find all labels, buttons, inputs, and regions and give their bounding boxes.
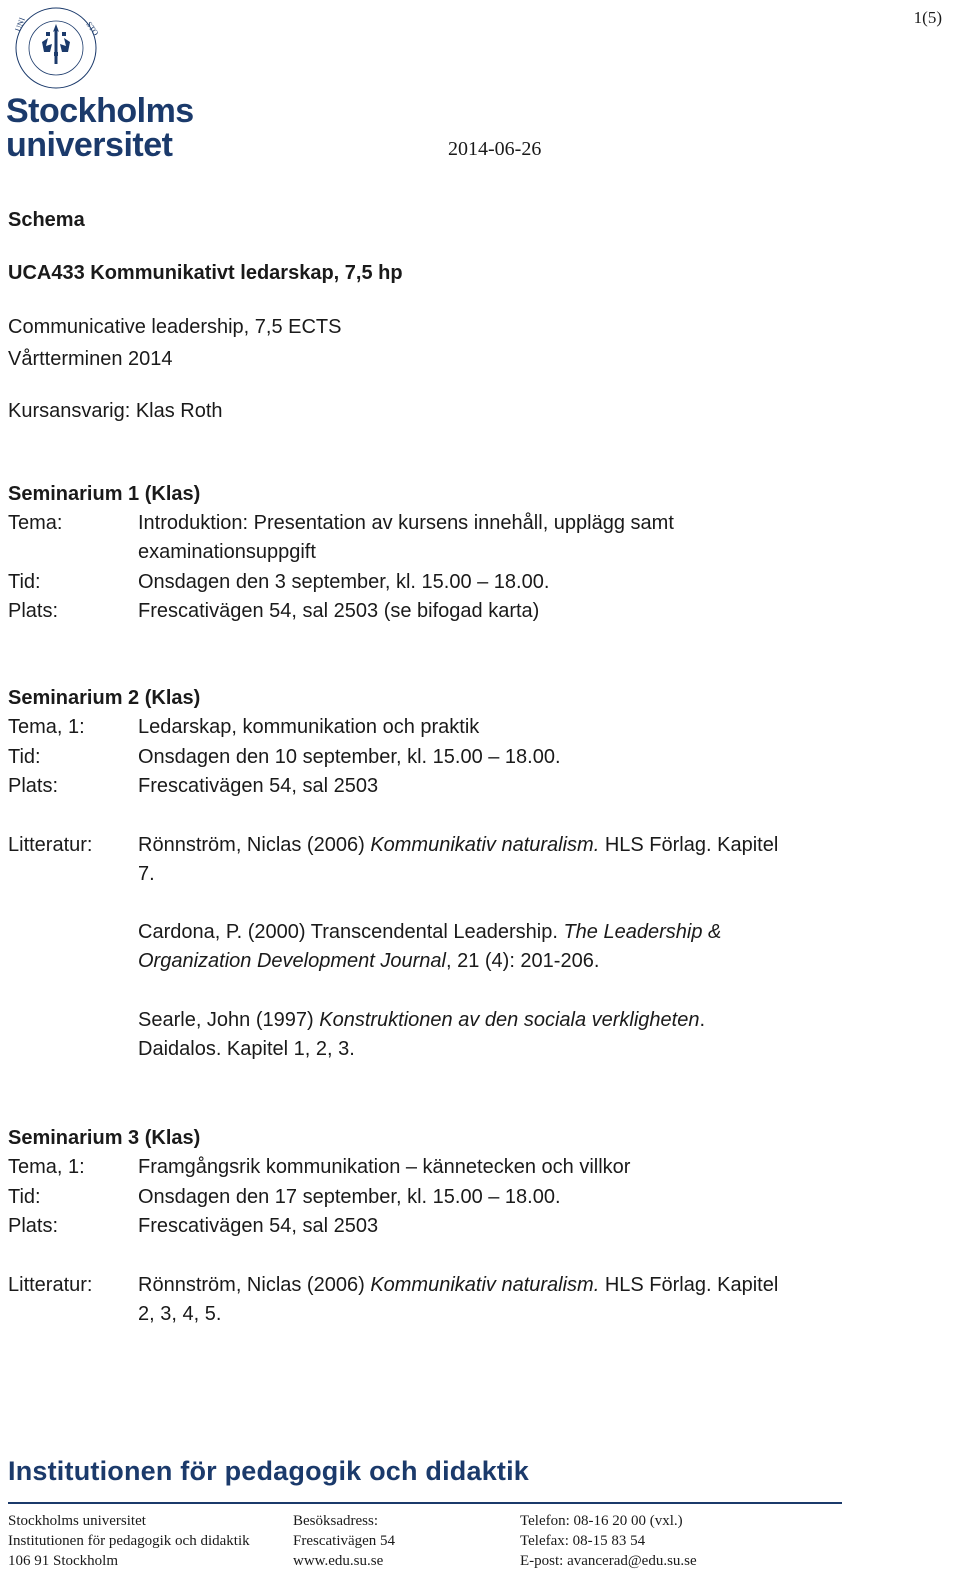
row-label-plats: Plats: (8, 775, 59, 797)
footer-line: Institutionen för pedagogik och didaktik (8, 1533, 250, 1549)
footer-line: 106 91 Stockholm (8, 1553, 119, 1569)
logo-text-line1: Stockholms (6, 92, 194, 130)
university-seal-icon (6, 2, 106, 96)
footer-line: Besöksadress: (293, 1513, 378, 1529)
footer-line: Frescativägen 54 (293, 1533, 396, 1549)
footer-line: Telefon: 08-16 20 00 (vxl.) (520, 1513, 683, 1529)
course-responsible: Kursansvarig: Klas Roth (8, 400, 223, 422)
seminar-heading: Seminarium 2 (Klas) (8, 687, 201, 709)
course-english-title: Communicative leadership, 7,5 ECTS (8, 316, 342, 338)
seminar-3 (0, 1124, 960, 1334)
seminar-2 (0, 684, 960, 1064)
course-code-title: UCA433 Kommunikativt ledarskap, 7,5 hp (8, 262, 403, 284)
footer-col-contact (520, 1511, 697, 1571)
row-label-tema: Tema: (8, 512, 63, 534)
document-title: Schema (8, 209, 85, 231)
footer-link-email[interactable]: E-post: avancerad@edu.su.se (520, 1553, 697, 1569)
page-number: 1(5) (913, 8, 942, 27)
row-value-plats: Frescativägen 54, sal 2503 (138, 775, 379, 797)
footer-link-website[interactable]: www.edu.su.se (293, 1553, 384, 1569)
literature-item-cont: Organization Development Journal, 21 (4): 201-206. (138, 950, 600, 972)
row-value-tid: Onsdagen den 17 september, kl. 15.00 – 18.00. (138, 1186, 561, 1208)
row-value-tema: Framgångsrik kommunikation – kännetecken och villkor (138, 1156, 631, 1178)
row-value-plats: Frescativägen 54, sal 2503 (138, 1215, 379, 1237)
literature-item: Searle, John (1997) Konstruktionen av den sociala verkligheten. (138, 1009, 706, 1031)
footer-line: Telefax: 08-15 83 54 (520, 1533, 646, 1549)
row-label-tema: Tema, 1: (8, 1156, 85, 1178)
svg-text:UNI: UNI (13, 16, 27, 33)
university-logo (6, 2, 206, 162)
footer-col-visit (293, 1511, 395, 1571)
literature-label: Litteratur: (8, 1274, 93, 1296)
literature-item-cont: Daidalos. Kapitel 1, 2, 3. (138, 1038, 355, 1060)
row-value-plats: Frescativägen 54, sal 2503 (se bifogad karta) (138, 600, 540, 622)
footer-divider (8, 1502, 842, 1504)
literature-item: Rönnström, Niclas (2006) Kommunikativ naturalism. HLS Förlag. Kapitel (138, 834, 779, 856)
svg-text:STO: STO (84, 19, 101, 38)
seminar-heading: Seminarium 1 (Klas) (8, 483, 201, 505)
row-value-tid: Onsdagen den 10 september, kl. 15.00 – 18.00. (138, 746, 561, 768)
footer-line: Stockholms universitet (8, 1513, 146, 1529)
row-label-plats: Plats: (8, 1215, 59, 1237)
row-label-tid: Tid: (8, 571, 41, 593)
row-label-tema: Tema, 1: (8, 716, 85, 738)
seminar-heading: Seminarium 3 (Klas) (8, 1127, 201, 1149)
literature-item-cont: 2, 3, 4, 5. (138, 1303, 222, 1325)
department-banner: Institutionen för pedagogik och didaktik (8, 1456, 530, 1486)
literature-item-cont: 7. (138, 863, 155, 885)
row-label-plats: Plats: (8, 600, 59, 622)
logo-text-line2: universitet (6, 126, 173, 164)
course-term: Vårtterminen 2014 (8, 348, 173, 370)
footer-col-address (8, 1511, 250, 1571)
seminar-1 (0, 480, 960, 630)
row-value-tid: Onsdagen den 3 september, kl. 15.00 – 18.00. (138, 571, 550, 593)
literature-item: Cardona, P. (2000) Transcendental Leadership. The Leadership & (138, 921, 722, 943)
document-date: 2014-06-26 (448, 138, 542, 160)
row-label-tid: Tid: (8, 1186, 41, 1208)
literature-item: Rönnström, Niclas (2006) Kommunikativ naturalism. HLS Förlag. Kapitel (138, 1274, 779, 1296)
row-value-tema-cont: examinationsuppgift (138, 541, 316, 563)
row-value-tema: Introduktion: Presentation av kursens innehåll, upplägg samt (138, 512, 674, 534)
literature-label: Litteratur: (8, 834, 93, 856)
row-value-tema: Ledarskap, kommunikation och praktik (138, 716, 480, 738)
row-label-tid: Tid: (8, 746, 41, 768)
